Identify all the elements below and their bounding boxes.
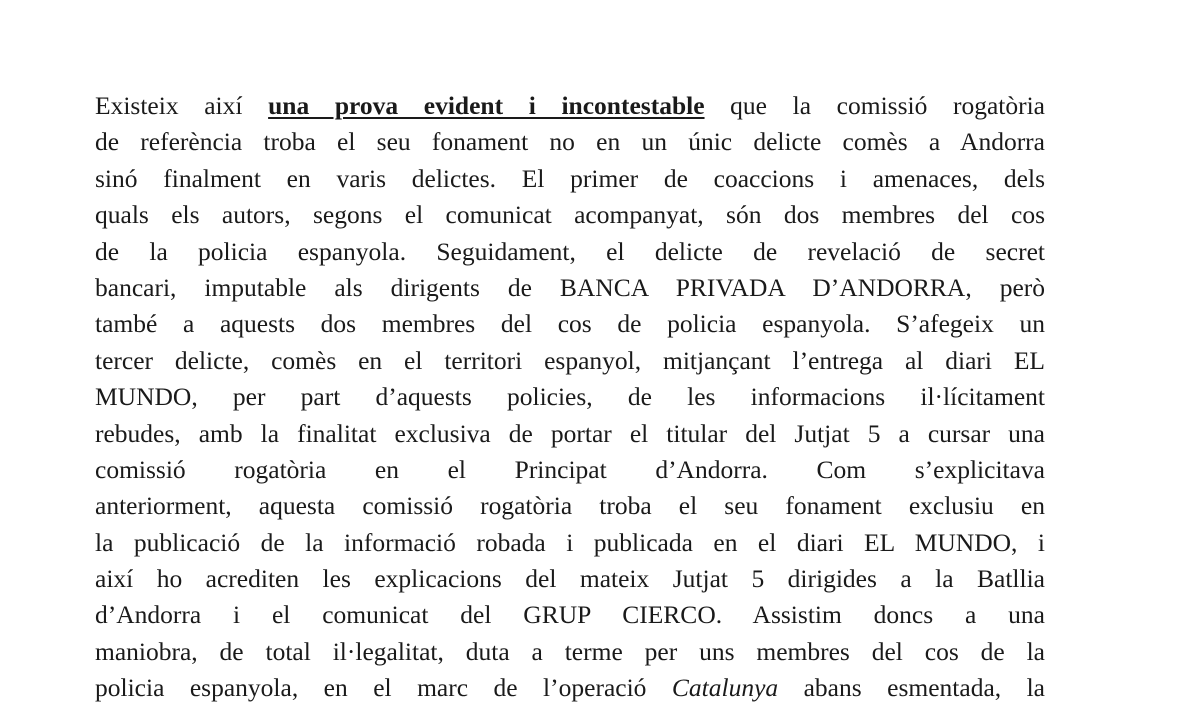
text-line: tercer delicte, comès en el territori espanyol, mitjançant l’entrega al diari EL [95,345,1045,375]
text-line: anteriorment, aquesta comissió rogatòria troba el seu fonament exclusiu en [95,491,1045,521]
document-paragraph [95,88,1045,707]
text-line: de referència troba el seu fonament no en un únic delicte comès a Andorra [95,127,1045,157]
text-line: maniobra, de total il·legalitat, duta a terme per uns membres del cos de la [95,636,1045,666]
text-line: la publicació de la informació robada i publicada en el diari EL MUNDO, i [95,527,1045,557]
emphasized-phrase: una prova evident i incontestable [268,91,705,120]
text-line: de la policia espanyola. Seguidament, el delicte de revelació de secret [95,236,1045,266]
text-line: comissió rogatòria en el Principat d’Andorra. Com s’explicitava [95,454,1045,484]
text-line: quals els autors, segons el comunicat acompanyat, són dos membres del cos [95,200,1045,230]
text-segment: abans esmentada, la [778,673,1046,703]
text-line: sinó finalment en varis delictes. El primer de coaccions i amenaces, dels [95,163,1045,193]
text-line: així ho acrediten les explicacions del mateix Jutjat 5 dirigides a la Batllia [95,564,1045,594]
text-line: d’Andorra i el comunicat del GRUP CIERCO. Assistim doncs a una [95,600,1045,630]
text-segment: policia espanyola, en el marc de l’operació [95,673,672,703]
text-line: MUNDO, per part d’aquests policies, de les informacions il·lícitament [95,382,1045,412]
text-line [95,670,1045,706]
text-segment: que la comissió rogatòria [704,91,1046,120]
text-segment: Existeix així [95,91,269,120]
text-line: també a aquests dos membres del cos de policia espanyola. S’afegeix un [95,309,1045,339]
text-line [95,88,1045,124]
text-line: rebudes, amb la finalitat exclusiva de portar el titular del Jutjat 5 a cursar una [95,418,1045,448]
text-line: bancari, imputable als dirigents de BANCA PRIVADA D’ANDORRA, però [95,272,1045,302]
italic-phrase: Catalunya [671,673,779,703]
